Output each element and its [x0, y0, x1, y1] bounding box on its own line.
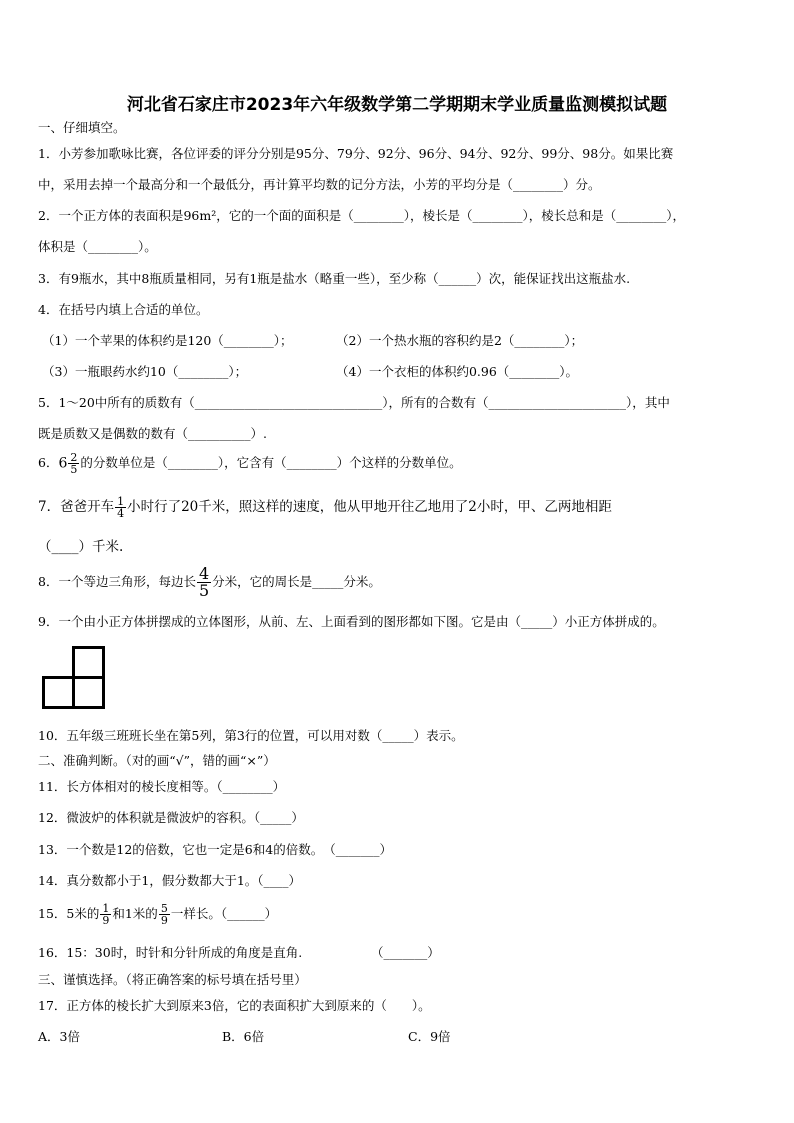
question-4-item-2: （2）一个热水瓶的容积约是2（________）；	[336, 333, 584, 348]
fraction	[100, 903, 111, 926]
question-2-line-1: 2．一个正方体的表面积是96m²，它的一个面的面积是（________），棱长是（________），棱长总和是（________），	[38, 208, 685, 223]
page-title: 河北省石家庄市2023年六年级数学第二学期期末学业质量监测模拟试题	[126, 95, 668, 115]
section-1-heading: 一、仔细填空。	[38, 120, 126, 135]
fraction-denominator: 9	[102, 914, 110, 927]
fraction-numerator: 2	[70, 451, 78, 464]
question-8-prefix: 8．一个等边三角形，每边长	[38, 574, 196, 589]
fraction-numerator: 4	[198, 564, 210, 583]
option-c: C．9倍	[408, 1029, 451, 1044]
fraction-numerator: 1	[102, 902, 110, 915]
question-13: 13．一个数是12的倍数，它也一定是6和4的倍数。 （_______）	[38, 842, 392, 857]
question-16: 16．15：30时，时针和分针所成的角度是直角. （_______）	[38, 945, 440, 960]
option-a: A．3倍	[38, 1029, 80, 1044]
fraction	[68, 452, 79, 475]
question-15	[38, 903, 277, 926]
question-5-line-2: 既是质数又是偶数的数有（__________）.	[38, 426, 267, 441]
fraction-denominator: 5	[198, 581, 210, 600]
question-4-item-1: （1）一个苹果的体积约是120（________）；	[42, 333, 293, 348]
question-4-heading: 4．在括号内填上合适的单位。	[38, 302, 209, 317]
question-7-text: 小时行了20千米，照这样的速度，他从甲地开往乙地用了2小时，甲、乙两地相距	[127, 499, 612, 515]
question-15-middle: 和1米的	[112, 906, 158, 921]
question-15-text: 一样长。（______）	[170, 906, 278, 921]
fraction	[197, 566, 211, 599]
question-9: 9．一个由小正方体拼摆成的立体图形，从前、左、上面看到的图形都如下图。它是由（_____）小正方体拼成的。	[38, 614, 665, 629]
question-7-line-2: （____）千米.	[38, 539, 124, 555]
fraction-denominator: 4	[117, 507, 125, 520]
fraction-denominator: 5	[70, 463, 78, 476]
figure-square-bottom-right	[72, 676, 105, 709]
fraction-denominator: 9	[160, 914, 168, 927]
figure-square-top	[72, 646, 105, 679]
question-11: 11．长方体相对的棱长度相等。（________）	[38, 779, 286, 794]
question-4-item-3: （3）一瓶眼药水约10（________）；	[42, 364, 248, 379]
question-17: 17．正方体的棱长扩大到原来3倍，它的表面积扩大到原来的（ ）。	[38, 998, 431, 1013]
question-10: 10．五年级三班班长坐在第5列，第3行的位置，可以用对数（_____）表示。	[38, 728, 464, 743]
question-15-prefix: 15．5米的	[38, 906, 100, 921]
question-7-line-1	[38, 496, 612, 519]
fraction	[159, 903, 170, 926]
section-2-heading: 二、准确判断。（对的画“√”，错的画“×”）	[38, 753, 276, 768]
question-12: 12．微波炉的体积就是微波炉的容积。（_____）	[38, 810, 304, 825]
question-14: 14．真分数都小于1，假分数都大于1。（____）	[38, 873, 302, 888]
question-5-line-1: 5．1～20中所有的质数有（______________________________），所有的合数有（______________________），其中	[38, 395, 670, 410]
question-6-number: 6．	[38, 455, 59, 470]
fraction	[115, 496, 126, 519]
question-1-line-1: 1．小芳参加歌咏比赛，各位评委的评分分别是95分、79分、92分、96分、94分、92分、99分、98分。如果比赛	[38, 146, 674, 161]
question-1-line-2: 中，采用去掉一个最高分和一个最低分，再计算平均数的记分方法，小芳的平均分是（________）分。	[38, 177, 601, 192]
option-b: B．6倍	[222, 1029, 265, 1044]
section-3-heading: 三、谨慎选择。（将正确答案的标号填在括号里）	[38, 972, 307, 987]
question-6	[38, 452, 462, 475]
question-6-text: 的分数单位是（________），它含有（________）个这样的分数单位。	[80, 455, 462, 470]
fraction-numerator: 1	[117, 495, 125, 508]
question-8-text: 分米，它的周长是_____分米。	[212, 574, 381, 589]
question-2-line-2: 体积是（________）。	[38, 239, 157, 254]
figure-square-bottom-left	[42, 676, 75, 709]
question-7-prefix: 7．爸爸开车	[38, 499, 115, 515]
question-4-item-4: （4）一个衣柜的体积约0.96（________）。	[336, 364, 579, 379]
fraction-numerator: 5	[160, 902, 168, 915]
mixed-number-integer: 6	[58, 455, 68, 472]
question-3: 3．有9瓶水，其中8瓶质量相同，另有1瓶是盐水（略重一些），至少称（______）次，能保证找出这瓶盐水.	[38, 271, 631, 286]
question-8	[38, 566, 381, 599]
